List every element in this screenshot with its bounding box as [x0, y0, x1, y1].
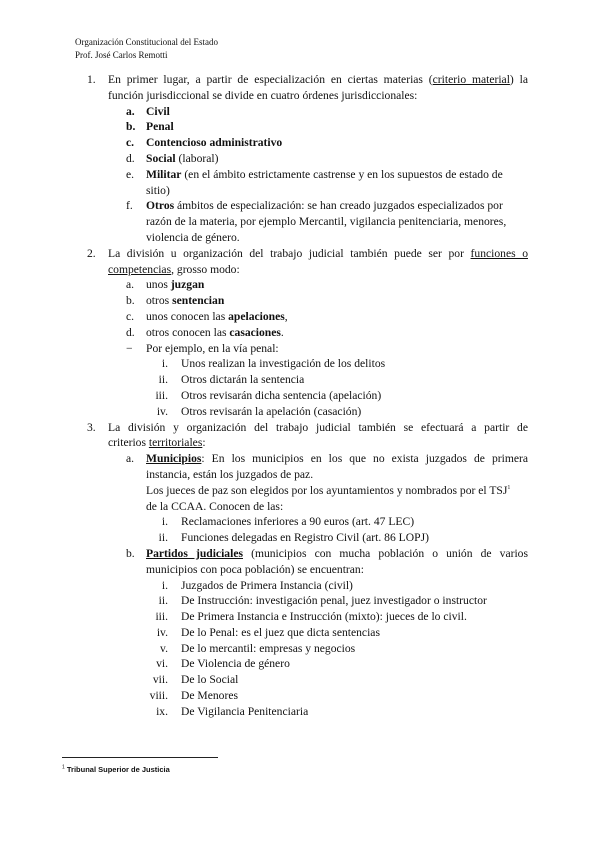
list-item-continuation: de la CCAA. Conocen de las:	[146, 499, 284, 513]
sub-list-item: i. Unos realizan la investigación de los delitos	[161, 357, 386, 371]
sub-list-item: iv. De lo Penal: es el juez que dicta sentencias	[156, 625, 380, 639]
sub-list-item: i. Juzgados de Primera Instancia (civil)	[161, 578, 353, 592]
list-item-continuation: Los jueces de paz son elegidos por los ayuntamientos y nombrados por el TSJ$^1$	[146, 483, 511, 497]
list-item: a. unos juzgan	[126, 278, 205, 292]
list-item: f. Otros ámbitos de especialización: se han creado juzgados especializados por	[126, 199, 503, 213]
sub-list-item: ii. De Instrucción: investigación penal, juez investigador o instructor	[158, 594, 487, 608]
list-item-dash: − Por ejemplo, en la vía penal:	[126, 341, 279, 355]
competencias-link: competencias	[108, 262, 172, 276]
list-item-continuation: razón de la materia, por ejemplo Mercantil, vigilancia penitenciaria, menores,	[146, 215, 507, 229]
section-1-line-1: 1. En primer lugar, a partir de especialización en ciertas materias (criterio material) la	[87, 73, 528, 86]
criterio-material-link: criterio material	[432, 73, 510, 86]
sub-list-item: v. De lo mercantil: empresas y negocios	[160, 641, 356, 655]
footnote-reference: 1	[507, 484, 511, 491]
list-item-continuation: municipios con poca población) se encuentran:	[146, 562, 364, 576]
document-body	[74, 72, 528, 720]
list-item: e. Militar (en el ámbito estrictamente castrense y en los supuestos de estado de	[126, 167, 503, 181]
list-item: c. unos conocen las apelaciones,	[126, 309, 288, 323]
section-3-line-2: criterios territoriales:	[108, 436, 206, 450]
list-item: d. otros conocen las casaciones.	[126, 325, 284, 339]
footnote-number: 1	[62, 764, 65, 771]
sub-list-item: iv. Otros revisarán la apelación (casación)	[156, 404, 362, 418]
list-item-continuation: violencia de género.	[146, 230, 240, 244]
section-1-line-2: función jurisdiccional se divide en cuatro órdenes jurisdiccionales:	[108, 88, 418, 102]
sub-list-item: vi. De Violencia de género	[156, 657, 290, 671]
section-1-number: 1.	[87, 73, 96, 86]
footnote-separator	[62, 757, 218, 758]
section-2-line-1: 2. La división u organización del trabajo judicial también puede ser por funciones o	[87, 246, 528, 260]
list-item: b. otros sentencian	[126, 294, 225, 308]
sub-list-item: ii. Funciones delegadas en Registro Civil (art. 86 LOPJ)	[158, 531, 429, 545]
sub-list-item: vii. De lo Social	[152, 673, 239, 687]
list-item-continuation: instancia, están los juzgados de paz.	[146, 467, 314, 481]
list-item: a. Municipios: En los municipios en los que no exista juzgados de primera	[126, 452, 528, 466]
header-professor: Prof. José Carlos Remotti	[75, 50, 168, 60]
sub-list-item: iii. De Primera Instancia e Instrucción (mixto): jueces de lo civil.	[155, 610, 467, 624]
sub-list-item: ix. De Vigilancia Penitenciaria	[156, 704, 309, 718]
sub-list-item: i. Reclamaciones inferiores a 90 euros (art. 47 LEC)	[161, 515, 415, 529]
territoriales-link: territoriales	[148, 436, 203, 450]
list-item: b. Partidos judiciales (municipios con mucha población o unión de varios	[126, 546, 528, 560]
list-item-continuation: sitio)	[146, 183, 170, 197]
list-item: b. Penal	[126, 120, 174, 134]
list-item: d. Social (laboral)	[126, 151, 219, 165]
section-3-number: 3.	[87, 420, 96, 434]
footnote	[62, 765, 170, 774]
section-2-number: 2.	[87, 246, 96, 260]
partidos-judiciales-label: Partidos judiciales	[146, 546, 243, 560]
sub-list-item: viii. De Menores	[149, 689, 238, 703]
page-header	[75, 36, 218, 62]
sub-list-item: iii. Otros revisarán dicha sentencia (apelación)	[155, 388, 382, 402]
municipios-label: Municipios	[146, 452, 202, 466]
section-3-line-1: 3. La división y organización del trabajo judicial también se efectuará a partir de	[87, 420, 528, 434]
header-subject: Organización Constitucional del Estado	[75, 37, 219, 47]
section-2-line-2: competencias, grosso modo:	[108, 262, 240, 276]
list-item: c. Contencioso administrativo	[126, 136, 283, 150]
sub-list-item: ii. Otros dictarán la sentencia	[158, 373, 305, 387]
list-item: a. Civil	[126, 104, 170, 118]
section-1-text: En primer lugar, a partir de especialización en ciertas materias (	[108, 73, 433, 86]
footnote-text: Tribunal Superior de Justicia	[64, 765, 170, 774]
funciones-link: funciones o	[470, 246, 528, 260]
